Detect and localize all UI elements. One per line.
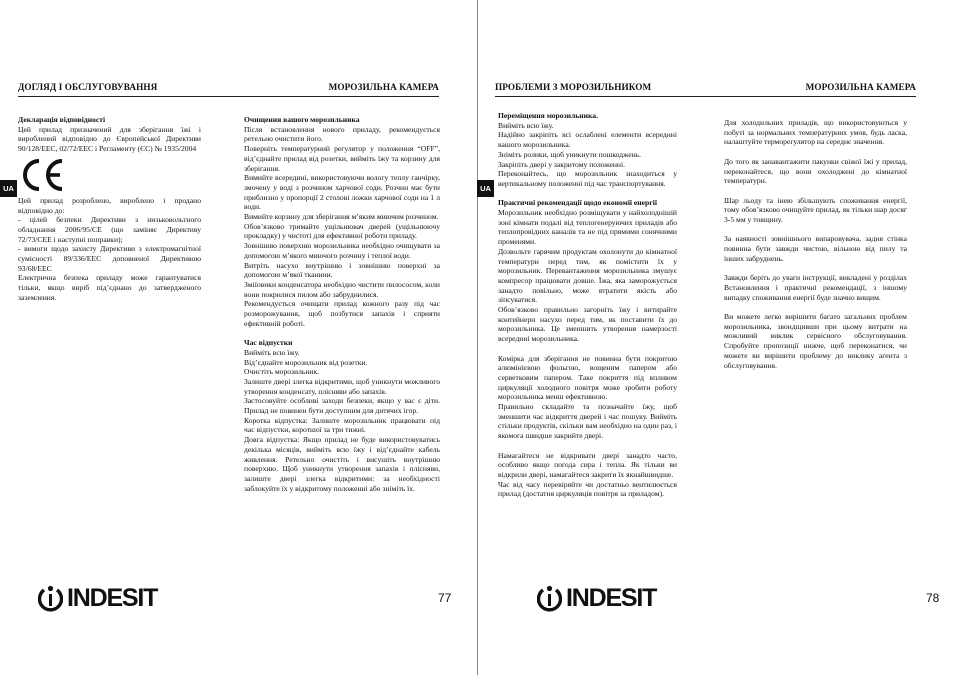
paragraph: - цілей безпеки Директиви з низьковольтного обладнання 2006/95/CE (що заміняє Директиву 72/73/CEE і наступні поправки); bbox=[18, 215, 201, 244]
left-column-2 bbox=[244, 115, 440, 493]
paragraph: Витріть насухо внутрішню і зовнішню поверхні за допомогою м’якої тканини. bbox=[244, 260, 440, 280]
cleaning-heading: Очищення вашого морозильника bbox=[244, 115, 360, 124]
chapter-title: МОРОЗИЛЬНА КАМЕРА bbox=[328, 82, 439, 92]
language-tab: UA bbox=[0, 180, 17, 197]
left-column-1 bbox=[18, 115, 201, 303]
paragraph: Вимийте корзину для зберігання м’яким миючим розчином. bbox=[244, 212, 439, 222]
right-header bbox=[495, 82, 916, 96]
paragraph: Для холодильних приладів, що використовуються у побуті за нормальних температурних умов, будь ласка, налаштуйте терморегулятор на середнє значення. bbox=[724, 118, 907, 147]
right-column-1 bbox=[498, 111, 677, 499]
paragraph: Коротка відпустка: Залиште морозильник працювати під час відпустки, коротшої за три тижні. bbox=[244, 415, 440, 435]
paragraph: Очистіть морозильник. bbox=[244, 367, 320, 377]
logo-text: INDESIT bbox=[566, 584, 657, 612]
paragraph: Від’єднайте морозильник від розетки. bbox=[244, 357, 368, 367]
indesit-logo bbox=[537, 583, 656, 613]
logo-text: INDESIT bbox=[67, 584, 158, 612]
header-rule bbox=[18, 96, 439, 97]
section-title: ДОГЛЯД І ОБСЛУГОВУВАННЯ bbox=[18, 82, 158, 92]
paragraph: Комірка для зберігання не повинна бути покритою алюмінієвою фольгою, вощеним папером або серветковим папером. Такe покриття під впливом циркуляції холодного повітря може зробити роботу морозильника менш ефективною. bbox=[498, 353, 677, 402]
paragraph: Зміїовики конденсатора необхідно чистити пилососом, коли вони покрилися пилом або забруднилися. bbox=[244, 279, 440, 299]
paragraph: Рекомендується очищати прилад кожного разу під час розморожування, щоб позбутися запахів і сприяти ефективній роботі. bbox=[244, 299, 440, 328]
page-number: 77 bbox=[438, 591, 452, 605]
paragraph: Морозильник необхідно розміщувати у найхолоднішій зоні кімнати подалі від теплогенеруючих приладів або теплопровідних каналів та не під прямими сонячними променями. bbox=[498, 208, 677, 247]
paragraph: Завжди беріть до уваги інструкції, викладені у розділах Встановлення і практичні рекомендації, з іншому випадку споживання енергії буде значно вищим. bbox=[724, 273, 907, 302]
paragraph: Обов’язково правильно загорніть їжу і витирайте контейнери насухо перед тим, як поставити їх до морозильника. Це зменшить утворення намерзості всередині морозильника. bbox=[498, 305, 677, 344]
paragraph: Обов’язково тримайте ущільнювач дверей (ущільнюючу прокладку) у чистоті для ефективної роботи приладу. bbox=[244, 221, 440, 241]
vacation-heading: Час відпустки bbox=[244, 338, 293, 348]
header-rule bbox=[495, 96, 916, 97]
paragraph: Шар льоду та інею збільшують споживання енергії, тому обов’язково очищуйте прилад, як тільки шар досяг 3-5 мм у товщину. bbox=[724, 195, 907, 224]
paragraph: Цей прилад призначений для зберігання їжі і вироблений відповідно до Європейської Директиви 90/128/ЕЕС, 02/72/ЕЕС і Регламенту (ЄС) № 1935/2004 bbox=[18, 124, 201, 154]
paragraph: Час від часу перевіряйте чи достатньо вентилюється прилад (достатня циркуляція повітря за приладом). bbox=[498, 479, 677, 499]
paragraph: Правильно складайте та позначайте їжу, щоб зменшити час відкриття дверей і час пошуку. Вийміть стільки продуктів, скільки вам необхідно на один раз, і якомога швидше закрийте двері. bbox=[498, 402, 677, 441]
paragraph: Цей прилад розроблено, вироблено і продано відповідно до: bbox=[18, 195, 201, 215]
paragraph: Закріпіть двері у закритому положенні. bbox=[498, 159, 626, 169]
section-title: ПРОБЛЕМИ З МОРОЗИЛЬНИКОМ bbox=[495, 82, 652, 92]
declaration-heading: Декларація відповідності bbox=[18, 115, 106, 124]
paragraph: Застосовуйте особливі заходи безпеки, якщо у вас є діти. Прилад не повинен бути доступним для дитячих ігор. bbox=[244, 396, 440, 416]
paragraph: Переконайтесь, що морозильник знаходиться у вертикальному положенні під час транспортування. bbox=[498, 169, 677, 188]
ce-mark-icon bbox=[18, 154, 201, 196]
moving-heading: Переміщення морозильника. bbox=[498, 111, 598, 120]
paragraph: Залиште двері злегка відкритими, щоб уникнути можливого утворення конденсату, плісняви або запахів. bbox=[244, 376, 440, 396]
paragraph: Вийміть всю їжу. bbox=[498, 120, 554, 130]
paragraph: - вимоги щодо захисту Директиви з електромагнітної сумісності 89/336/EEC доповненої Директивою 93/68/EEC bbox=[18, 244, 201, 273]
indesit-logo-icon bbox=[38, 584, 63, 612]
language-tab: UA bbox=[477, 180, 494, 197]
paragraph: Зніміть ролики, щоб уникнути пошкоджень. bbox=[498, 149, 642, 159]
right-column-2 bbox=[724, 118, 907, 370]
paragraph: Ви можете легко вирішити багато загальних проблем морозильника, звондщивши при цьому витрати на можливий виклик сервісного обслуговування. Спробуйте пропозиції нижче, щоб переконатися, чи можете ви вирішити проблему до виклику агента з обслуговування. bbox=[724, 311, 907, 370]
right-page bbox=[477, 0, 954, 675]
paragraph: Надійно закріпіть всі ослаблені елементи всередині вашого морозильника. bbox=[498, 130, 677, 150]
page-number: 78 bbox=[926, 591, 940, 605]
paragraph: Дозвольте гарячим продуктам охолонути до кімнатної температури перед тим, як помістити їх у морозильник. Перевантаження морозильника змушує компресор працювати довше. Їжа, яка заморожується занадто повільно, може втратити якість або зіпсуватися. bbox=[498, 246, 677, 305]
ce-mark-svg bbox=[20, 157, 66, 193]
paragraph: За наявності зовнішнього випаровувача, задня стінка повинна бути завжди чистою, вільною від пилу та інших забруднень. bbox=[724, 234, 907, 263]
paragraph: Намагайтеся не відкривати двері занадто часто, особливо якщо погода сира і тепла. Як тільки ви відкрили двері, намагайтеся закрити їх якнайшвидше. bbox=[498, 450, 677, 479]
paragraph: Електрична безпека приладу може гарантуватися тільки, якщо виріб під’єднано до затвердженого заземлення. bbox=[18, 273, 201, 302]
paragraph: До того як занавантажити пакунки свіжої їжі у прилад, переконайтеся, що вони охолоджені до кімнатної температури. bbox=[724, 156, 907, 186]
paragraph: Вимийте всередині, використовуючи вологу теплу ганчірку, змочену у воді з розчином харчової соди. Розчин має бути приблизно у пропорції 2 столові ложки харчової соди на 1 л води. bbox=[244, 173, 440, 212]
paragraph: Зовнішню поверхню морозильника необхідно очищувати за допомогою м’якого миючого розчину і теплої води. bbox=[244, 241, 440, 260]
page-divider bbox=[477, 0, 478, 675]
paragraph: Вийміть всю їжу. bbox=[244, 347, 300, 357]
chapter-title: МОРОЗИЛЬНА КАМЕРА bbox=[805, 82, 916, 92]
paragraph: Поверніть температурний регулятор у положення “OFF”, від’єднайте прилад від розетки, вийміть їжу та корзину для зберігання. bbox=[244, 144, 440, 173]
paragraph: Довга відпустка: Якщо прилад не буде використовуватись декілька місяців, вийміть всю їжу і від’єднайте кабель живлення. Ретельно очистіть і висушіть внутрішню поверхню. Щоб уникнути утворення запахів і плісняви, залиште двері злегка відкритими: за необхідності заблокуйте їх у відкритому положенні або зніміть їх. bbox=[244, 435, 440, 493]
indesit-logo-icon bbox=[537, 584, 562, 612]
left-header bbox=[18, 82, 439, 96]
indesit-logo bbox=[38, 583, 157, 613]
energy-tips-heading: Практичні рекомендації щодо економії енергії bbox=[498, 198, 657, 208]
paragraph: Після встановлення нового приладу, рекомендується ретельно очистити його. bbox=[244, 124, 440, 144]
